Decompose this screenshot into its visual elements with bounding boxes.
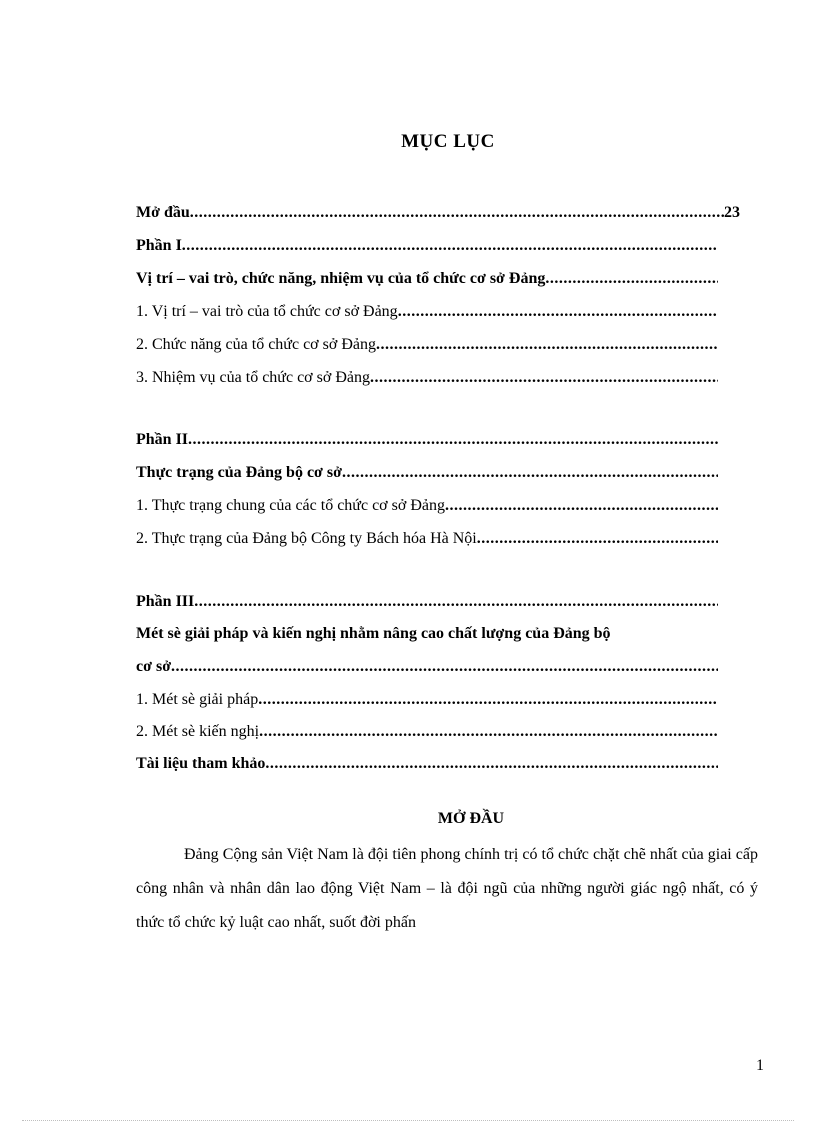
toc-leader-dots bbox=[477, 529, 718, 549]
toc-entry-text: Thực trạng của Đảng bộ cơ sở bbox=[136, 464, 342, 481]
toc-leader-dots bbox=[265, 754, 718, 774]
toc-leader-dots bbox=[376, 335, 718, 355]
toc-leader-dots bbox=[545, 269, 718, 289]
toc-entry-tai-lieu[interactable] bbox=[136, 754, 718, 774]
toc-entry-text: 2. Chức năng của tổ chức cơ sở Đảng bbox=[136, 336, 376, 353]
toc-leader-dots bbox=[259, 722, 718, 742]
toc-entry-text: Mở đầu bbox=[136, 204, 190, 221]
toc-entry-1-thuc-trang-chung[interactable] bbox=[136, 496, 718, 516]
toc-entry-text: 3. Nhiệm vụ của tổ chức cơ sở Đảng bbox=[136, 369, 370, 386]
toc-entry-text: Phần I bbox=[136, 237, 182, 254]
toc-entry-thuc-trang[interactable] bbox=[136, 463, 718, 483]
toc-entry-1-giai-phap[interactable] bbox=[136, 690, 718, 710]
toc-entry-text: 1. Thực trạng chung của các tổ chức cơ sở Đảng bbox=[136, 497, 445, 514]
toc-entry-text: Vị trí – vai trò, chức năng, nhiệm vụ của tổ chức cơ sở Đảng bbox=[136, 270, 546, 287]
section-heading-mo-dau: MỞ ĐẦU bbox=[437, 810, 505, 827]
intro-paragraph: Đảng Cộng sản Việt Nam là đội tiên phong chính trị có tổ chức chặt chẽ nhất của giai cấp công nhân và nhân dân lao động Việt Nam – là đội ngũ của những người giác ngộ nhất, có ý thức tổ chức kỷ luật cao nhất, suốt đời phấn bbox=[136, 846, 758, 931]
toc-leader-dots bbox=[342, 463, 718, 483]
page-title: MỤC LỤC bbox=[401, 131, 495, 152]
toc-entry-vi-tri-chuc-nang[interactable] bbox=[136, 269, 718, 289]
toc-entry-2-thuc-trang-bach-hoa[interactable] bbox=[136, 529, 718, 549]
toc-leader-dots bbox=[182, 236, 718, 256]
toc-leader-dots bbox=[190, 203, 724, 223]
toc-leader-dots bbox=[398, 302, 718, 322]
toc-entry-phan-2[interactable] bbox=[136, 430, 718, 450]
toc-entry-text: cơ sở bbox=[136, 658, 172, 675]
toc-entry-text: Phần II bbox=[136, 431, 189, 448]
page-number: 1 bbox=[756, 1057, 764, 1074]
toc-entry-phan-3[interactable] bbox=[136, 592, 718, 612]
toc-entry-text: 2. Mét sè kiến nghị bbox=[136, 723, 260, 740]
toc-leader-dots bbox=[188, 430, 718, 450]
toc-entry-3-nhiem-vu[interactable] bbox=[136, 368, 718, 388]
toc-page-number: 23 bbox=[724, 204, 740, 221]
toc-entry-1-vi-tri[interactable] bbox=[136, 302, 718, 322]
toc-leader-dots bbox=[258, 690, 718, 710]
toc-entry-text: Mét sè giải pháp và kiến nghị nhằm nâng cao chất lượng của Đảng bộ bbox=[136, 625, 611, 642]
page-bottom-divider bbox=[22, 1120, 794, 1121]
toc-entry-giai-phap-line-1[interactable] bbox=[136, 624, 718, 644]
toc-leader-dots bbox=[445, 496, 718, 516]
toc-entry-phan-1[interactable] bbox=[136, 236, 718, 256]
toc-leader-dots bbox=[194, 592, 718, 612]
toc-entry-mo-dau[interactable] bbox=[136, 203, 740, 223]
toc-entry-text: 1. Mét sè giải pháp bbox=[136, 691, 259, 708]
toc-entry-text: 1. Vị trí – vai trò của tổ chức cơ sở Đảng bbox=[136, 303, 398, 320]
toc-leader-dots bbox=[370, 368, 718, 388]
toc-leader-dots bbox=[171, 657, 718, 677]
toc-entry-text: 2. Thực trạng của Đảng bộ Công ty Bách hóa Hà Nội bbox=[136, 530, 477, 547]
toc-entry-2-kien-nghi[interactable] bbox=[136, 722, 718, 742]
toc-entry-text: Tài liệu tham khảo bbox=[136, 755, 266, 772]
toc-entry-text: Phần III bbox=[136, 593, 195, 610]
toc-entry-2-chuc-nang[interactable] bbox=[136, 335, 718, 355]
toc-entry-giai-phap-line-2[interactable] bbox=[136, 657, 718, 677]
